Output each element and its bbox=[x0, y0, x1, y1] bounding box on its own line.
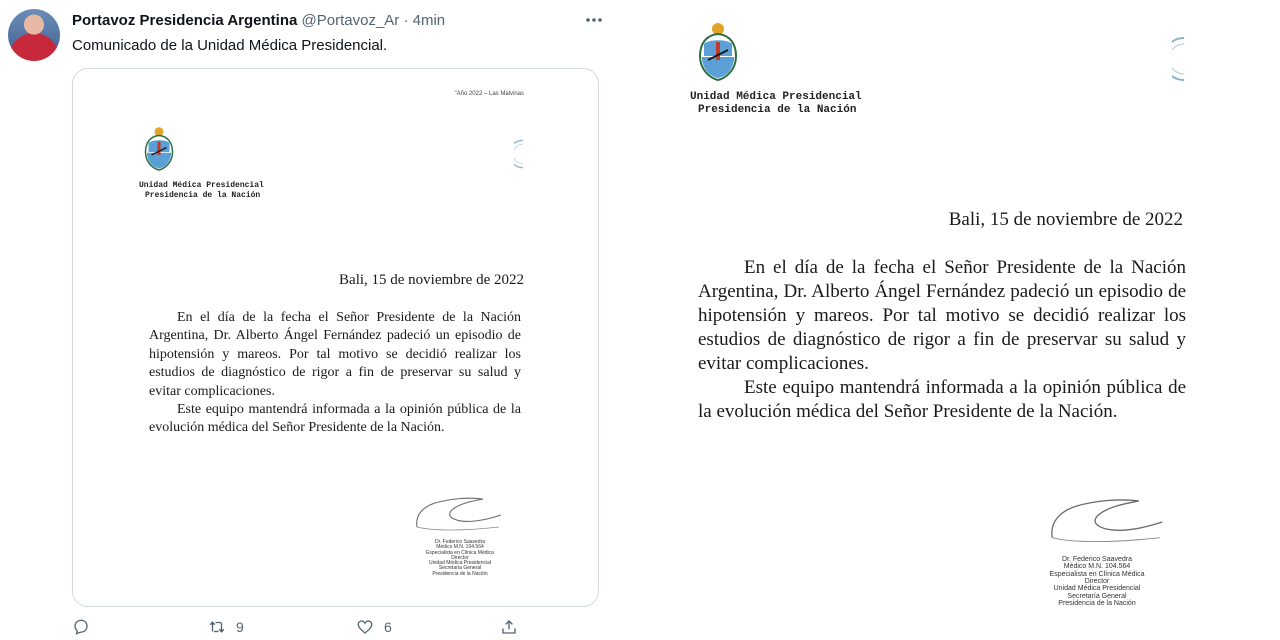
retweet-count: 9 bbox=[236, 619, 244, 635]
signature-icon bbox=[1047, 483, 1165, 553]
document-thumbnail bbox=[73, 69, 599, 607]
retweet-icon bbox=[208, 618, 226, 636]
reply-icon bbox=[72, 618, 90, 636]
signer-name: Dr. Federico Saavedra bbox=[434, 539, 486, 545]
author-handle[interactable]: @Portavoz_Ar bbox=[301, 12, 400, 29]
share-button[interactable] bbox=[500, 618, 518, 636]
unit-line-1: Unidad Médica Presidencial bbox=[139, 181, 264, 190]
coat-of-arms-icon bbox=[696, 20, 740, 84]
paragraph-1: En el día de la fecha el Señor Presidente de la Nación Argentina, Dr. Alberto Ángel Fernández padeció un episodio de hipotensión y mareos. Por tal motivo se decidió realizar los estudios de diagnóstico de rigor a fin de preservar su salud y evitar complicaciones. bbox=[698, 257, 1186, 374]
signature-block bbox=[415, 540, 505, 577]
tweet-media[interactable] bbox=[72, 68, 599, 607]
avatar[interactable] bbox=[8, 9, 60, 61]
tweet-header bbox=[72, 12, 445, 29]
share-icon bbox=[500, 618, 518, 636]
seal-stamp-icon bbox=[514, 139, 524, 169]
document-enlarged bbox=[680, 0, 1280, 640]
unit-line-1: Unidad Médica Presidencial bbox=[690, 91, 862, 103]
unit-line-2: Presidencia de la Nación bbox=[698, 104, 857, 116]
like-button[interactable] bbox=[356, 618, 392, 636]
signer-license: Médico M.N. 104.564 bbox=[1063, 563, 1131, 571]
signer-office: Secretaría General bbox=[1067, 592, 1127, 600]
signer-role: Director bbox=[451, 554, 469, 561]
signer-name: Dr. Federico Saavedra bbox=[1061, 556, 1133, 563]
signature-icon bbox=[413, 487, 503, 537]
signer-presidency: Presidencia de la Nación bbox=[1058, 600, 1136, 608]
signer-role: Director bbox=[1084, 578, 1110, 586]
signer-specialty: Especialista en Clínica Médica bbox=[1049, 570, 1145, 578]
unit-header bbox=[690, 91, 862, 117]
paragraph-2: Este equipo mantendrá informada a la opinión pública de la evolución médica del Señor Presidente de la Nación. bbox=[698, 377, 1186, 422]
signature-block bbox=[1032, 556, 1162, 607]
coat-of-arms-icon bbox=[141, 125, 177, 173]
more-horizontal-icon[interactable] bbox=[584, 10, 604, 35]
year-header: "Año 2022 – Las Malvinas bbox=[454, 91, 524, 97]
paragraph-1: En el día de la fecha el Señor Presidente de la Nación Argentina, Dr. Alberto Ángel Fernández padeció un episodio de hipotensión y mareos. Por tal motivo se decidió realizar los estudios de diagnóstico de rigor a fin de preservar su salud y evitar complicaciones. bbox=[149, 310, 521, 399]
signer-license: Médico M.N. 104.564 bbox=[436, 544, 484, 551]
like-count: 6 bbox=[384, 619, 392, 635]
paragraph-2: Este equipo mantendrá informada a la opinión pública de la evolución médica del Señor Presidente de la Nación. bbox=[149, 402, 521, 436]
document-body bbox=[149, 309, 521, 438]
timestamp[interactable]: 4min bbox=[412, 12, 446, 29]
signer-presidency: Presidencia de la Nación bbox=[432, 570, 488, 577]
signer-unit: Unidad Médica Presidencial bbox=[1053, 585, 1141, 593]
unit-line-2: Presidencia de la Nación bbox=[145, 191, 261, 200]
seal-stamp-icon bbox=[1172, 36, 1184, 82]
signer-specialty: Especialista en Clínica Médica bbox=[426, 549, 494, 556]
document-date: Bali, 15 de noviembre de 2022 bbox=[948, 209, 1183, 230]
author-name[interactable]: Portavoz Presidencia Argentina bbox=[72, 12, 298, 29]
signer-office: Secretaría General bbox=[438, 565, 482, 572]
retweet-button[interactable] bbox=[208, 618, 244, 636]
document-body bbox=[698, 256, 1186, 424]
separator: · bbox=[403, 12, 409, 29]
reply-button[interactable] bbox=[72, 618, 90, 636]
signer-unit: Unidad Médica Presidencial bbox=[429, 560, 491, 566]
heart-icon bbox=[356, 618, 374, 636]
tweet-text: Comunicado de la Unidad Médica Presidencial. bbox=[72, 37, 388, 54]
unit-header bbox=[139, 181, 264, 201]
tweet-actions bbox=[72, 618, 522, 638]
document-date: Bali, 15 de noviembre de 2022 bbox=[339, 272, 524, 288]
